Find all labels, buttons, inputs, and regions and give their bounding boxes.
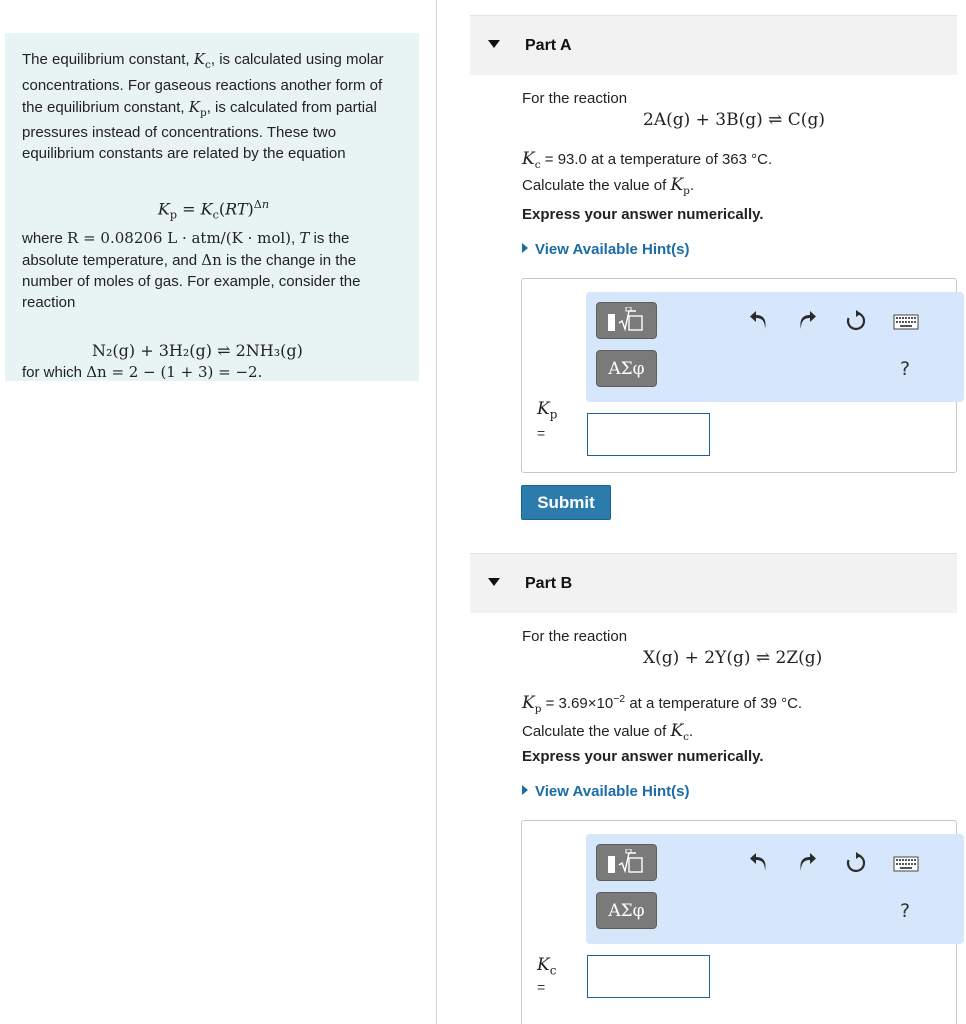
intro-paragraph: The equilibrium constant, $K_c$, is calculated using molar concentrations. For gaseous reactions another form of the equilibrium constant, $K_p$, is calculated from partial pressures instead of concentrations. These two equilibrium constants are related by the equation (22, 50, 384, 163)
example-reaction: N₂(g) + 3H₂(g) ⇌ 2NH₃(g) (92, 341, 303, 361)
part-b-reaction: X(g) + 2Y(g) ⇌ 2Z(g) (643, 648, 823, 668)
template-icon (606, 849, 648, 877)
part-b-title: Part B (525, 575, 573, 592)
math-toolbar (586, 292, 964, 402)
keyboard-icon[interactable] (892, 852, 920, 876)
help-button[interactable]: ? (900, 900, 911, 922)
part-b-for-reaction: For the reaction (522, 628, 628, 645)
greek-symbols-button[interactable]: ΑΣφ (596, 350, 657, 387)
where-paragraph: where R = 0.08206 L · atm/(K · mol), T is the absolute temperature, and Δn is the change in the number of moles of gas. For example, consider the reaction (22, 229, 361, 311)
greek-symbols-button[interactable]: ΑΣφ (596, 892, 657, 929)
part-b-header[interactable] (470, 553, 957, 613)
part-a-for-reaction: For the reaction (522, 90, 628, 107)
redo-icon[interactable] (794, 851, 818, 875)
collapse-triangle-icon[interactable] (488, 578, 500, 586)
part-b-given: $K_p = 3.69\times 10^{-2}$ at a temperature of 39 °C. Calculate the value of $K_c$. (522, 693, 803, 743)
caret-right-icon (522, 243, 528, 253)
part-a-var-label: $K_p$ (537, 399, 558, 422)
for-which-line: for which Δn = 2 − (1 + 3) = −2. (22, 363, 263, 382)
part-a-reaction: 2A(g) + 3B(g) ⇌ C(g) (643, 110, 825, 130)
part-a-header[interactable] (470, 15, 957, 75)
template-icon (606, 307, 648, 335)
redo-icon[interactable] (794, 309, 818, 333)
reset-icon[interactable] (844, 309, 868, 333)
part-b-answer-input[interactable] (587, 955, 710, 998)
part-b-answer-box (521, 820, 957, 1024)
help-button[interactable]: ? (900, 358, 911, 380)
part-b-express: Express your answer numerically. (522, 748, 764, 765)
collapse-triangle-icon[interactable] (488, 40, 500, 48)
part-b-var-eq: = (537, 979, 546, 995)
part-b-var-label: $K_c$ (537, 955, 557, 978)
part-a-answer-input[interactable] (587, 413, 710, 456)
kp-kc-equation: $K_p = K_c(RT)^{\Delta n}$ (157, 197, 270, 222)
submit-button[interactable]: Submit (521, 485, 611, 520)
part-a-answer-box (521, 278, 957, 473)
reset-icon[interactable] (844, 851, 868, 875)
part-b-hint-link[interactable]: View Available Hint(s) (522, 783, 690, 800)
column-divider (436, 0, 437, 1024)
part-a-express: Express your answer numerically. (522, 206, 764, 223)
math-toolbar (586, 834, 964, 944)
part-a-given: $K_c = 93.0$ at a temperature of 363 °C. Calculate the value of $K_p$. (522, 149, 773, 197)
template-button[interactable] (596, 844, 657, 881)
part-a-hint-link[interactable]: View Available Hint(s) (522, 241, 690, 258)
intro-panel (5, 33, 419, 381)
undo-icon[interactable] (748, 309, 772, 333)
part-a-title: Part A (525, 37, 572, 54)
caret-right-icon (522, 785, 528, 795)
part-a-var-eq: = (537, 425, 546, 441)
template-button[interactable] (596, 302, 657, 339)
undo-icon[interactable] (748, 851, 772, 875)
keyboard-icon[interactable] (892, 310, 920, 334)
